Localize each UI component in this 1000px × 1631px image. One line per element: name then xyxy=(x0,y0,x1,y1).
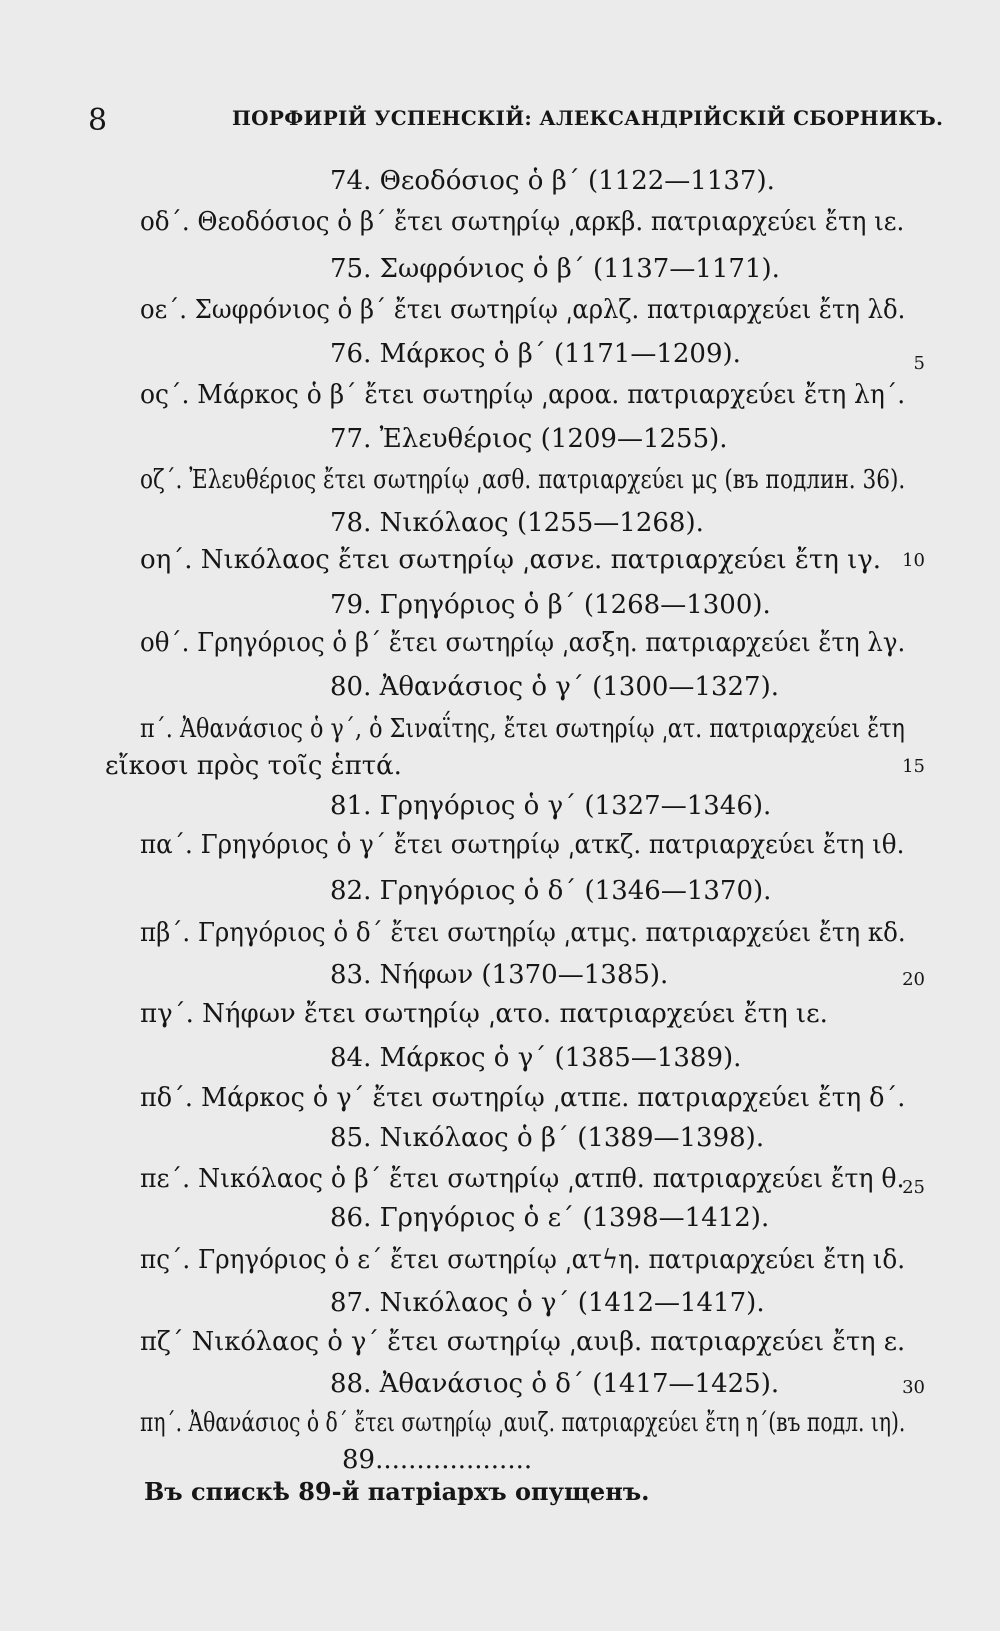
patriarch-heading: 79. Γρηγόριος ὁ β΄ (1268—1300). xyxy=(330,590,771,620)
chronicle-entry: οδ΄. Θεοδόσιος ὁ β΄ ἔτει σωτηρίῳ ͵αρκβ. πατριαρχεύει ἔτη ιε. xyxy=(140,207,905,237)
chronicle-entry: πβ΄. Γρηγόριος ὁ δ΄ ἔτει σωτηρίῳ ͵ατμς. πατριαρχεύει ἔτη κδ. xyxy=(140,918,906,948)
patriarch-heading: 80. Ἀθανάσιος ὁ γ΄ (1300—1327). xyxy=(330,672,779,702)
patriarch-heading: 84. Μάρκος ὁ γ΄ (1385—1389). xyxy=(330,1043,742,1073)
line-number: 15 xyxy=(902,756,925,777)
chronicle-entry: οθ΄. Γρηγόριος ὁ β΄ ἔτει σωτηρίῳ ͵ασξη. πατριαρχεύει ἔτη λγ. xyxy=(140,628,906,658)
patriarch-heading: 82. Γρηγόριος ὁ δ΄ (1346—1370). xyxy=(330,876,772,906)
patriarch-heading: 75. Σωφρόνιος ὁ β΄ (1137—1171). xyxy=(330,254,780,284)
chronicle-entry: οη΄. Νικόλαος ἔτει σωτηρίῳ ͵ασνε. πατριαρχεύει ἔτη ιγ. xyxy=(140,545,882,575)
chronicle-entry-continuation: εἴκοσι πρὸς τοῖς ἑπτά. xyxy=(105,751,402,781)
patriarch-heading: 85. Νικόλαος ὁ β΄ (1389—1398). xyxy=(330,1123,765,1153)
chronicle-entry: οε΄. Σωφρόνιος ὁ β΄ ἔτει σωτηρίῳ ͵αρλζ. πατριαρχεύει ἔτη λδ. xyxy=(140,295,906,325)
patriarch-heading: 78. Νικόλαος (1255—1268). xyxy=(330,508,704,538)
patriarch-heading: 83. Νήφων (1370—1385). xyxy=(330,960,669,990)
chronicle-entry: πη΄. Ἀθανάσιος ὁ δ΄ ἔτει σωτηρίῳ ͵αυιζ. πατριαρχεύει ἔτη η΄(въ подл. ιη). xyxy=(140,1408,906,1438)
chronicle-entry: πα΄. Γρηγόριος ὁ γ΄ ἔτει σωτηρίῳ ͵ατκζ. πατριαρχεύει ἔτη ιθ. xyxy=(140,830,905,860)
page-number: 8 xyxy=(88,103,108,138)
patriarch-heading: 88. Ἀθανάσιος ὁ δ΄ (1417—1425). xyxy=(330,1369,780,1399)
patriarch-heading: 74. Θεοδόσιος ὁ β΄ (1122—1137). xyxy=(330,166,775,196)
chronicle-entry: πγ΄. Νήφων ἔτει σωτηρίῳ ͵ατο. πατριαρχεύει ἔτη ιε. xyxy=(140,999,828,1029)
patriarch-heading: 77. Ἐλευθέριος (1209—1255). xyxy=(330,424,728,454)
chronicle-entry: πζ΄ Νικόλαος ὁ γ΄ ἔτει σωτηρίῳ ͵αυιβ. πατριαρχεύει ἔτη ε. xyxy=(140,1327,906,1357)
chronicle-entry: ος΄. Μάρκος ὁ β΄ ἔτει σωτηρίῳ ͵αροα. πατριαρχεύει ἔτη λη΄. xyxy=(140,380,906,410)
running-title: ПОРФИРІЙ УСПЕНСКІЙ: АЛЕКСАНДРІЙСКІЙ СБОРНИКЪ. xyxy=(232,106,944,130)
footnote: Въ спискѣ 89-й патріархъ опущенъ. xyxy=(144,1477,650,1506)
chronicle-entry: πς΄. Γρηγόριος ὁ ε΄ ἔτει σωτηρίῳ ͵ατϟη. πατριαρχεύει ἔτη ιδ. xyxy=(140,1245,906,1275)
patriarch-heading: 76. Μάρκος ὁ β΄ (1171—1209). xyxy=(330,339,741,369)
patriarch-heading: 87. Νικόλαος ὁ γ΄ (1412—1417). xyxy=(330,1288,765,1318)
line-number: 5 xyxy=(913,353,925,374)
line-number: 30 xyxy=(902,1377,925,1398)
patriarch-heading: 89................... xyxy=(342,1445,533,1475)
chronicle-entry: πε΄. Νικόλαος ὁ β΄ ἔτει σωτηρίῳ ͵ατπθ. πατριαρχεύει ἔτη θ. xyxy=(140,1164,905,1194)
chronicle-entry: π΄. Ἀθανάσιος ὁ γ΄, ὁ Σιναΐτης, ἔτει σωτηρίῳ ͵ατ. πατριαρχεύει ἔτη xyxy=(140,714,905,744)
patriarch-heading: 86. Γρηγόριος ὁ ε΄ (1398—1412). xyxy=(330,1203,770,1233)
patriarch-heading: 81. Γρηγόριος ὁ γ΄ (1327—1346). xyxy=(330,791,772,821)
chronicle-entry: πδ΄. Μάρκος ὁ γ΄ ἔτει σωτηρίῳ ͵ατπε. πατριαρχεύει ἔτη δ΄. xyxy=(140,1083,906,1113)
line-number: 20 xyxy=(902,969,925,990)
line-number: 25 xyxy=(902,1177,925,1198)
line-number: 10 xyxy=(902,550,925,571)
chronicle-entry: οζ΄. Ἐλευθέριος ἔτει σωτηρίῳ ͵ασθ. πατριαρχεύει μς (въ подлин. 36). xyxy=(140,465,906,495)
